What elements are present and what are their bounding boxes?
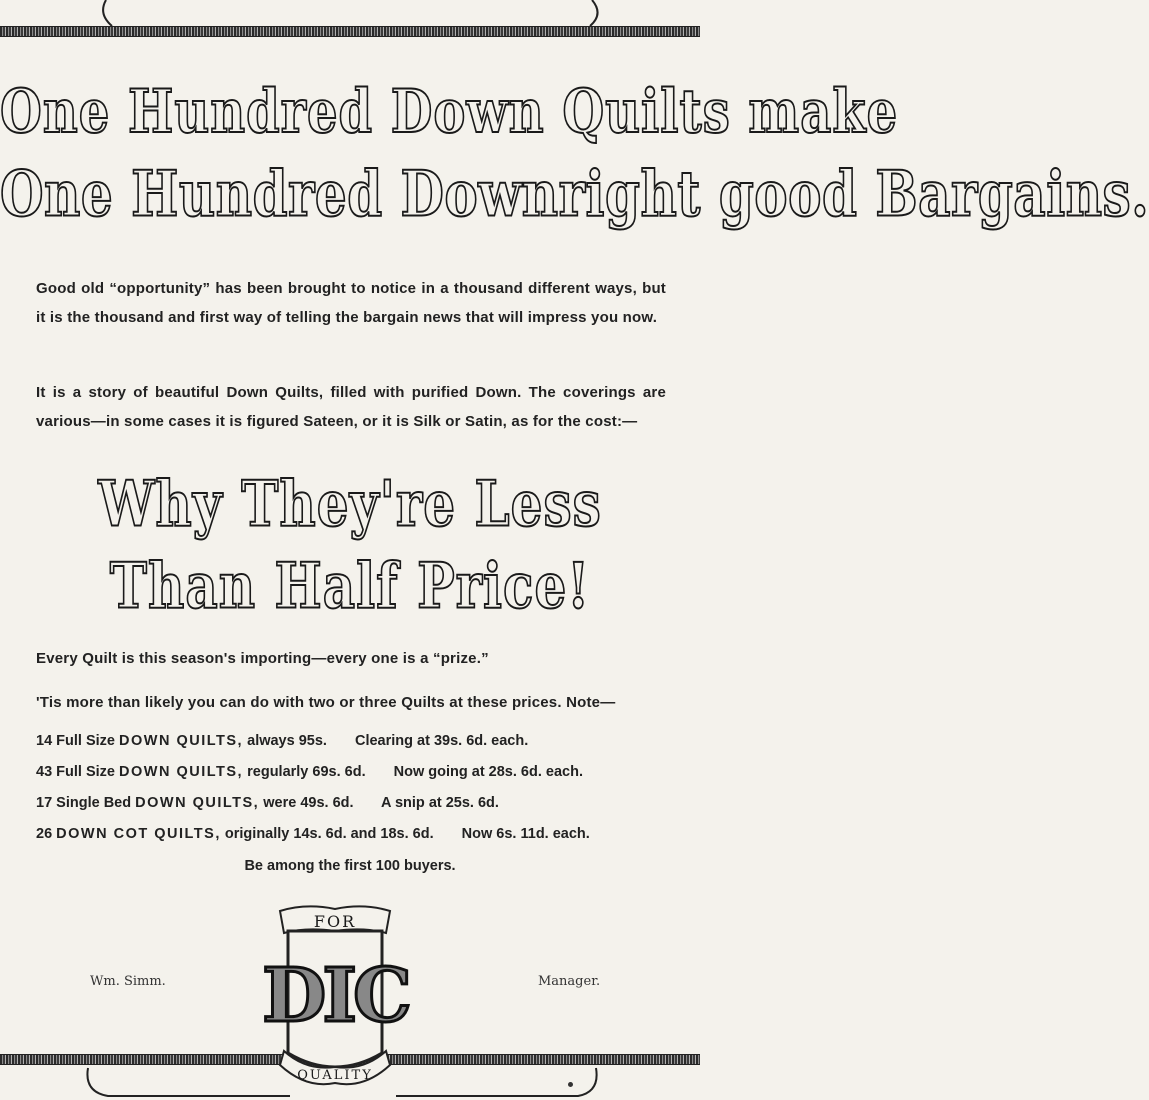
price-list-item: [36, 764, 583, 780]
closing-line: Be among the first 100 buyers.: [244, 858, 456, 874]
item-note: always 95s.: [247, 733, 327, 749]
signature-title: Manager.: [538, 974, 601, 989]
item-quantity: 14: [36, 733, 53, 749]
price-list-item: [36, 826, 590, 842]
logo-bottom-text: QUALITY: [297, 1068, 373, 1083]
price-list-item: [36, 795, 499, 811]
item-product: DOWN QUILTS,: [119, 733, 244, 749]
item-description: Single Bed: [56, 795, 132, 811]
item-quantity: 26: [36, 826, 53, 842]
logo-top-text: FOR: [313, 912, 357, 931]
logo-monogram: DIC: [262, 953, 408, 1039]
top-left-flourish: [96, 0, 126, 30]
bottom-left-flourish: [84, 1066, 294, 1100]
price-list-item: [36, 733, 528, 749]
item-quantity: 17: [36, 795, 53, 811]
bottom-dot: [568, 1082, 573, 1087]
subheadline-line-2: Than Half Price!: [109, 548, 591, 623]
signature-name: Wm. Simm.: [90, 974, 166, 989]
intro-paragraph-1: Good old “opportunity” has been brought to notice in a thousand different ways, but it is the thousand and first way of telling the bargain news that will impress you now.: [36, 280, 666, 326]
item-note: originally 14s. 6d. and 18s. 6d.: [224, 826, 434, 842]
body-paragraph-2: 'Tis more than likely you can do with two or three Quilts at these prices. Note—: [36, 694, 616, 711]
item-offer: Clearing at 39s. 6d. each.: [354, 733, 529, 749]
item-note: were 49s. 6d.: [263, 795, 354, 811]
body-paragraph-1: Every Quilt is this season's importing—every one is a “prize.”: [36, 650, 489, 667]
item-offer: Now going at 28s. 6d. each.: [393, 764, 583, 780]
item-note: regularly 69s. 6d.: [247, 764, 366, 780]
item-product: DOWN QUILTS,: [119, 764, 244, 780]
item-description: Full Size: [56, 764, 115, 780]
subheadline-line-1: Why They're Less: [98, 466, 602, 541]
item-quantity: 43: [36, 764, 53, 780]
dic-quality-logo: [262, 903, 408, 1093]
item-product: DOWN QUILTS,: [135, 795, 260, 811]
item-product: DOWN COT QUILTS,: [56, 826, 221, 842]
item-offer: A snip at 25s. 6d.: [381, 795, 499, 811]
intro-paragraph-2: It is a story of beautiful Down Quilts, filled with purified Down. The coverings are various—in some cases it is figured Sateen, or it is Silk or Satin, as for the cost:—: [36, 384, 666, 430]
item-offer: Now 6s. 11d. each.: [461, 826, 590, 842]
headline-line-1: One Hundred Down Quilts make: [0, 77, 899, 147]
top-right-flourish: [576, 0, 606, 30]
headline-line-2: One Hundred Downright good Bargains.: [0, 156, 1149, 231]
item-description: Full Size: [56, 733, 115, 749]
